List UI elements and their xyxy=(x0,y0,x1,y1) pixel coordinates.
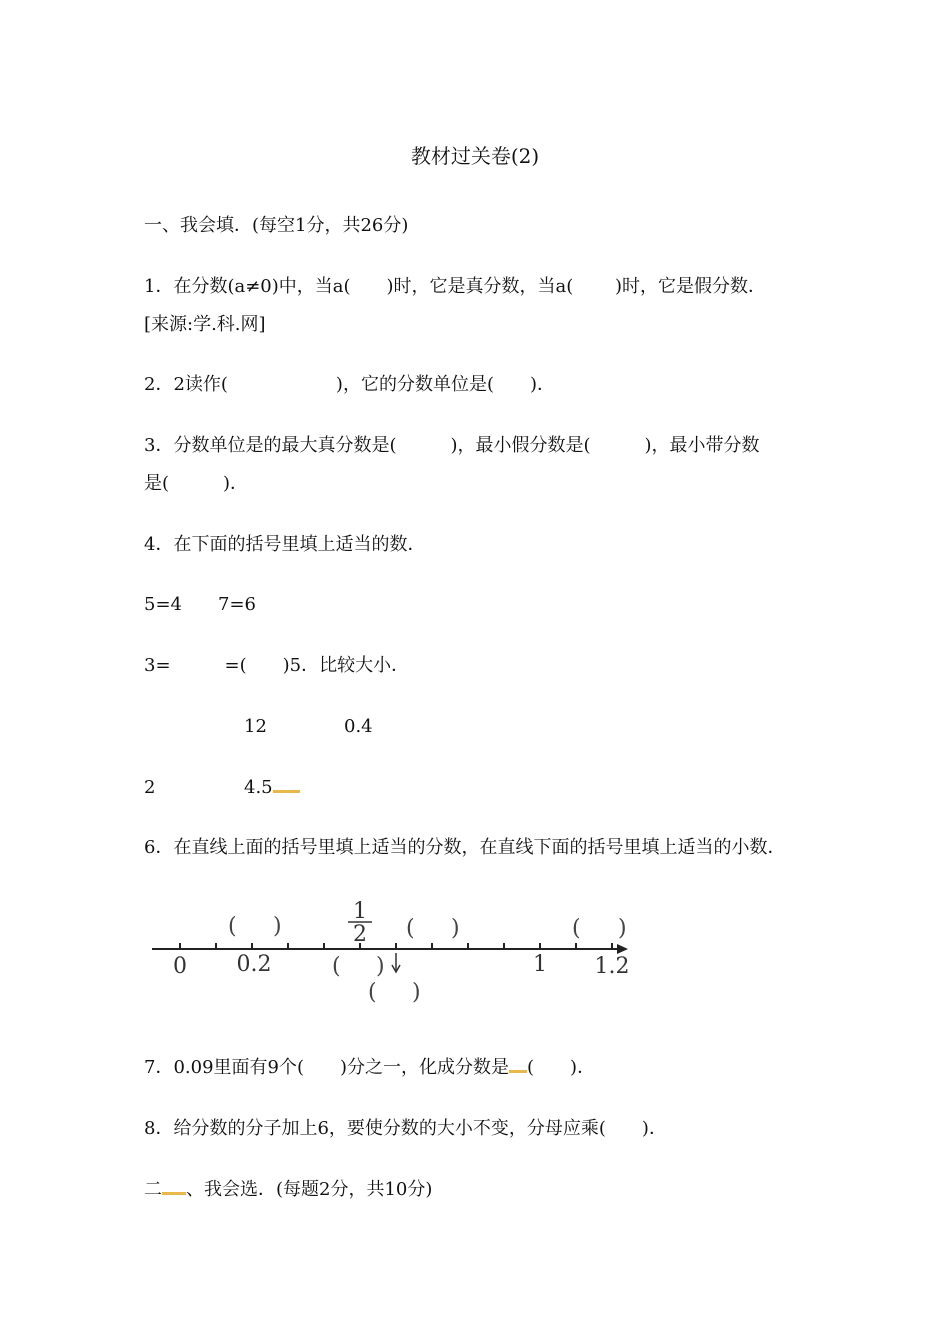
question-1-source: [来源:学.科.网] xyxy=(144,314,266,335)
question-8: 8．给分数的分子加上6，要使分数的大小不变，分母应乘( )． xyxy=(144,1118,667,1139)
blank-below-open: ( xyxy=(332,954,341,979)
compare-row2-left: 2 xyxy=(144,777,156,798)
blank-marker xyxy=(162,1192,186,1195)
blank-above-close: ) xyxy=(451,916,460,941)
blank-above-open: ( xyxy=(228,914,237,939)
compare-row1-right: 0.4 xyxy=(344,716,373,737)
page-title: 教材过关卷(2) xyxy=(410,144,540,168)
question-7: 7．0.09里面有9个( )分之一，化成分数是 ( )． xyxy=(144,1057,596,1078)
question-4-equation-2: 3= =( )5．比较大小． xyxy=(144,655,410,676)
number-line-arrowhead xyxy=(617,944,628,954)
tick-label-0-2: 0.2 xyxy=(236,952,272,977)
question-3-line1: 3．分数单位是的最大真分数是( )，最小假分数是( )，最小带分数 xyxy=(144,435,760,456)
blank-below-close: ) xyxy=(376,954,385,979)
question-3-line2: 是( )． xyxy=(144,473,249,494)
blank-below-close: ) xyxy=(412,980,421,1005)
fraction-denominator: 2 xyxy=(353,922,367,947)
compare-row2-right: 4.5 xyxy=(244,777,300,799)
tick-label-1: 1 xyxy=(533,952,547,977)
question-4: 4．在下面的括号里填上适当的数． xyxy=(144,534,426,555)
number-line-figure xyxy=(140,895,640,1010)
section2-heading: 二 、我会选．(每题2分，共10分) xyxy=(144,1179,433,1200)
blank-above-open: ( xyxy=(406,916,415,941)
question-2: 2．2读作( )，它的分数单位是( )． xyxy=(144,374,555,395)
compare-row1-left: 12 xyxy=(244,716,267,737)
fraction-numerator: 1 xyxy=(353,899,367,924)
question-1: 1．在分数(a≠0)中，当a( )时，它是真分数，当a( )时，它是假分数． xyxy=(144,276,767,297)
section1-heading: 一、我会填．(每空1分，共26分) xyxy=(144,215,409,236)
blank-above-close: ) xyxy=(618,916,627,941)
tick-label-0: 0 xyxy=(173,954,187,979)
tick-label-1-2: 1.2 xyxy=(594,954,630,979)
question-4-equation-1: 5=4 7=6 xyxy=(144,594,256,615)
blank-marker xyxy=(509,1070,527,1073)
question-6: 6．在直线上面的括号里填上适当的分数，在直线下面的括号里填上适当的小数． xyxy=(144,837,786,858)
blank-below-open: ( xyxy=(368,980,377,1005)
blank-above-close: ) xyxy=(273,914,282,939)
blank-above-open: ( xyxy=(572,916,581,941)
blank-marker xyxy=(273,790,300,793)
